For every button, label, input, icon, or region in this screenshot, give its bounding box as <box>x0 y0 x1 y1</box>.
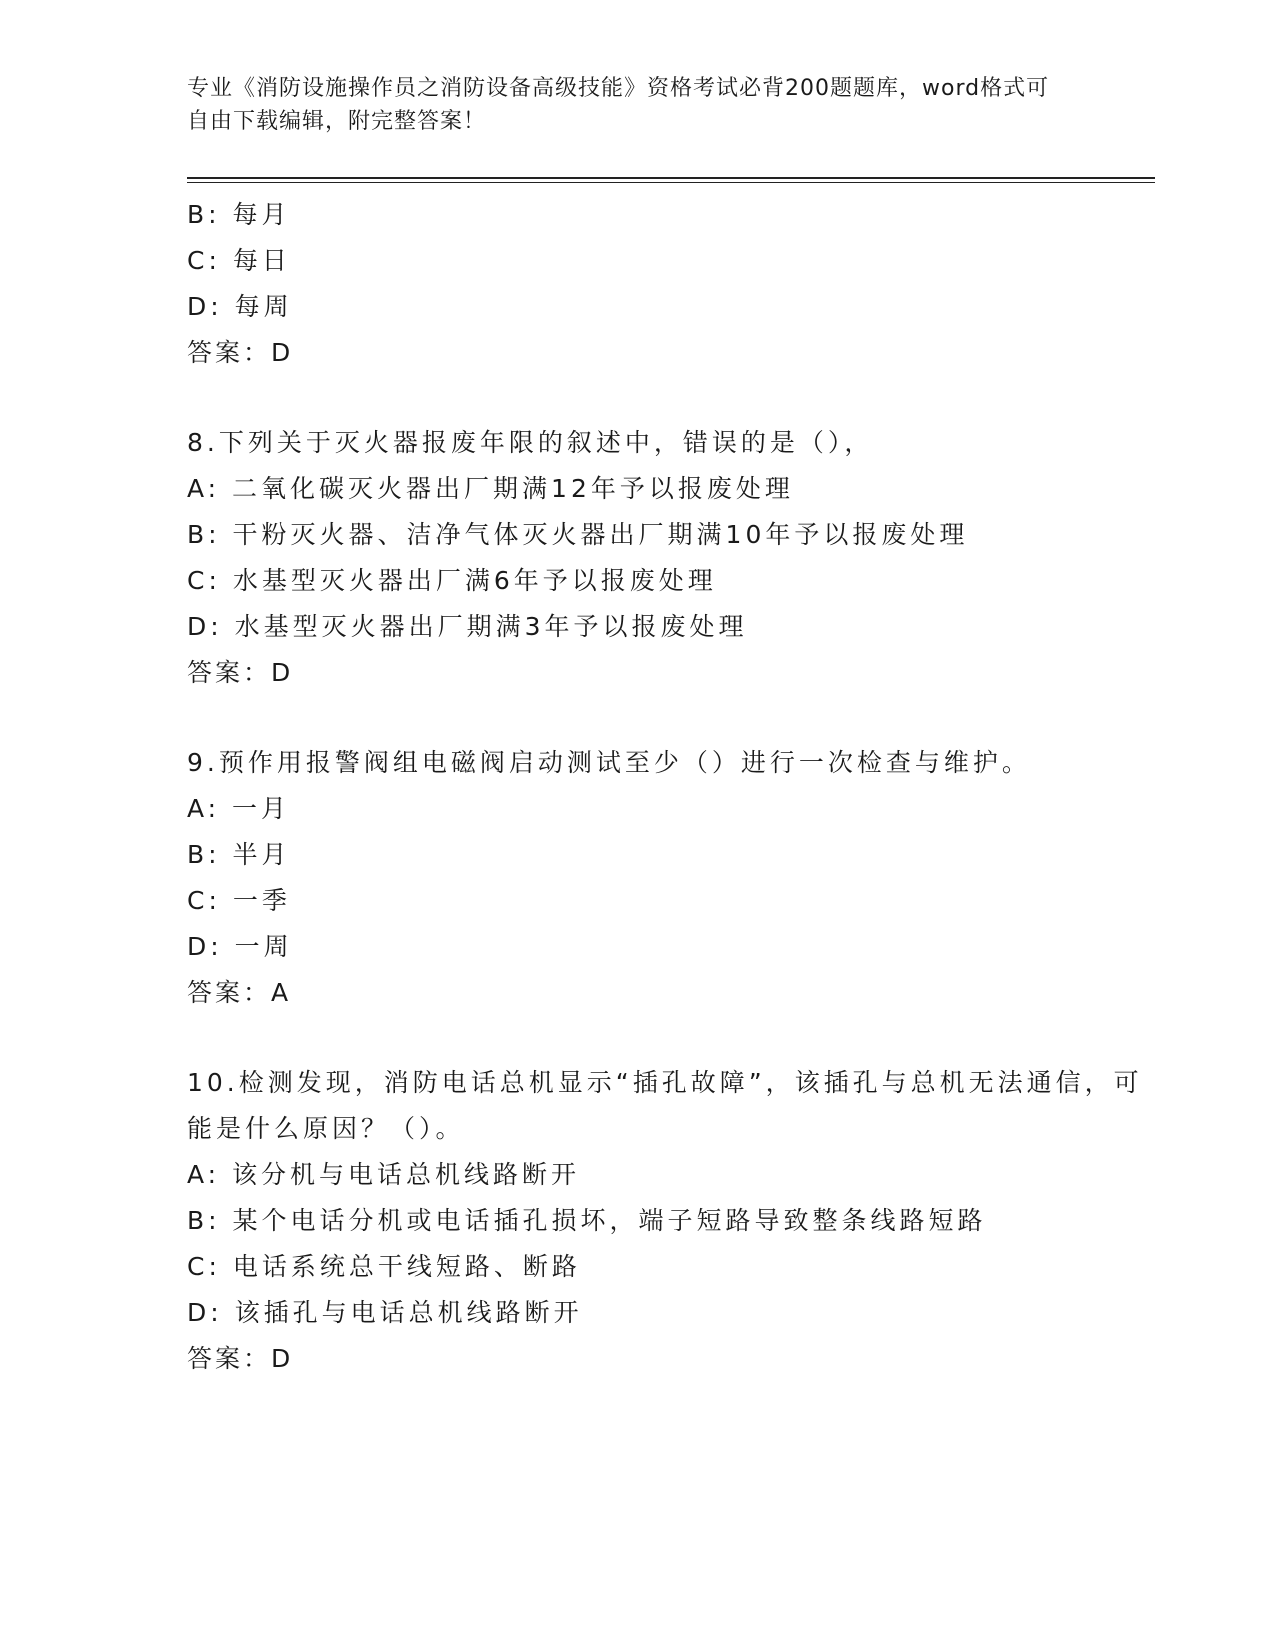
continued-question <box>187 192 1155 376</box>
header-divider-bottom <box>187 182 1155 183</box>
spacer <box>187 1016 1155 1060</box>
header-divider-top <box>187 177 1155 179</box>
option-c: C: 一季 <box>187 886 291 915</box>
option-a: A: 该分机与电话总机线路断开 <box>187 1160 581 1189</box>
option-c: C: 水基型灭火器出厂满6年予以报废处理 <box>187 566 717 595</box>
option-a: A: 二氧化碳灭火器出厂期满12年予以报废处理 <box>187 474 794 503</box>
question-stem: 8.下列关于灭火器报废年限的叙述中，错误的是（）， <box>187 428 874 457</box>
spacer <box>187 376 1155 420</box>
option-d: D: 一周 <box>187 932 293 961</box>
option-d: D: 该插孔与电话总机线路断开 <box>187 1298 583 1327</box>
question-8 <box>187 420 1155 696</box>
question-list <box>187 192 1155 1382</box>
answer: 答案：D <box>187 1344 294 1373</box>
question-stem: 9.预作用报警阀组电磁阀启动测试至少（）进行一次检查与维护。 <box>187 748 1031 777</box>
option-b: B: 某个电话分机或电话插孔损坏，端子短路导致整条线路短路 <box>187 1206 987 1235</box>
option-a: A: 一月 <box>187 794 291 823</box>
option-c: C: 每日 <box>187 246 291 275</box>
option-d: D: 每周 <box>187 292 293 321</box>
answer: 答案：D <box>187 338 294 367</box>
question-stem: 10.检测发现，消防电话总机显示“插孔故障”，该插孔与总机无法通信，可能是什么原因？（）。 <box>187 1068 1143 1143</box>
document-header: 专业《消防设施操作员之消防设备高级技能》资格考试必背200题题库，word格式可自由下载编辑，附完整答案！ <box>187 76 1050 134</box>
answer: 答案：A <box>187 978 292 1007</box>
option-b: B: 半月 <box>187 840 291 869</box>
option-c: C: 电话系统总干线短路、断路 <box>187 1252 581 1281</box>
question-10 <box>187 1060 1155 1382</box>
question-9 <box>187 740 1155 1016</box>
answer: 答案：D <box>187 658 294 687</box>
option-b: B: 干粉灭火器、洁净气体灭火器出厂期满10年予以报废处理 <box>187 520 969 549</box>
option-b: B: 每月 <box>187 200 291 229</box>
option-d: D: 水基型灭火器出厂期满3年予以报废处理 <box>187 612 748 641</box>
spacer <box>187 696 1155 740</box>
